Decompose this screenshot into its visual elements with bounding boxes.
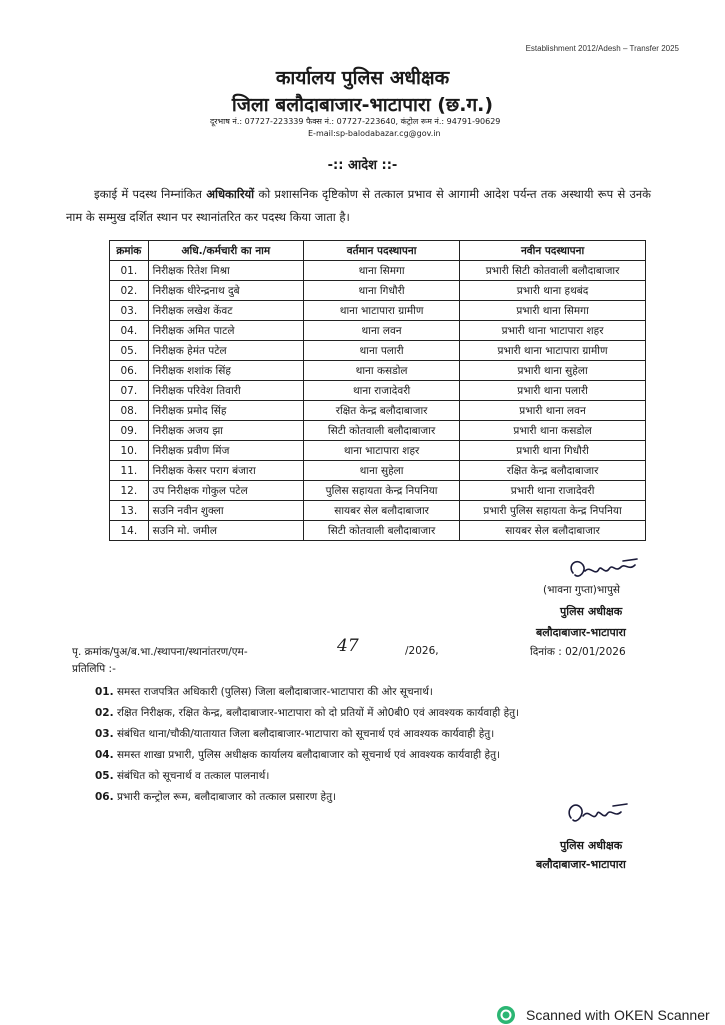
name-cell: उप निरीक्षक गोकुल पटेल <box>148 481 303 501</box>
current-posting-cell: पुलिस सहायता केन्द्र निपनिया <box>304 481 460 501</box>
table-row <box>110 461 646 481</box>
new-posting-cell: प्रभारी थाना गिधौरी <box>460 441 646 461</box>
table-header-row <box>110 241 646 261</box>
signatory-2-district: बलौदाबाजार-भाटापारा <box>536 858 626 871</box>
serial-cell: 01. <box>110 261 149 281</box>
signature-1-image <box>565 555 645 585</box>
name-cell: निरीक्षक प्रमोद सिंह <box>148 401 303 421</box>
email-line: E-mail:sp-balodabazar.cg@gov.in <box>308 129 441 138</box>
current-posting-cell: थाना लवन <box>304 321 460 341</box>
signatory-title: पुलिस अधीक्षक <box>560 605 623 618</box>
copy-item <box>95 788 519 809</box>
current-posting-cell: थाना भाटापारा ग्रामीण <box>304 301 460 321</box>
new-posting-cell: प्रभारी थाना लवन <box>460 401 646 421</box>
copy-item-text: रक्षित निरीक्षक, रक्षित केन्द्र, बलौदाबाजार-भाटापारा को दो प्रतियों में ओ0बी0 एवं आवश्यक कार्यवाही हेतु। <box>116 707 520 719</box>
current-posting-cell: थाना पलारी <box>304 341 460 361</box>
intro-bold: अधिकारियों <box>206 187 255 201</box>
copy-item-number: 05. <box>95 770 114 782</box>
name-cell: सउनि नवीन शुक्ला <box>148 501 303 521</box>
reference-prefix: पृ. क्रमांक/पुअ/ब.भा./स्थापना/स्थानांतरण/एम- <box>72 646 248 658</box>
contact-line: दूरभाष नं.: 07727-223339 फैक्स नं.: 07727-223640, कंट्रोल रूम नं.: 94791-90629 <box>210 117 501 126</box>
serial-cell: 11. <box>110 461 149 481</box>
new-posting-cell: प्रभारी थाना भाटापारा ग्रामीण <box>460 341 646 361</box>
district-title: जिला बलौदाबाजार-भाटापारा (छ.ग.) <box>231 94 494 116</box>
new-posting-cell: प्रभारी थाना हथबंद <box>460 281 646 301</box>
copy-item <box>95 725 519 746</box>
copy-item-number: 02. <box>95 707 114 719</box>
table-row <box>110 481 646 501</box>
serial-cell: 13. <box>110 501 149 521</box>
table-row <box>110 281 646 301</box>
name-cell: निरीक्षक धीरेन्द्रनाथ दुबे <box>148 281 303 301</box>
table-row <box>110 261 646 281</box>
new-posting-cell: प्रभारी थाना सुहेला <box>460 361 646 381</box>
new-posting-cell: प्रभारी सिटी कोतवाली बलौदाबाजार <box>460 261 646 281</box>
signatory-district: बलौदाबाजार-भाटापारा <box>536 626 626 639</box>
serial-cell: 14. <box>110 521 149 541</box>
table-row <box>110 521 646 541</box>
serial-cell: 07. <box>110 381 149 401</box>
new-posting-cell: प्रभारी पुलिस सहायता केन्द्र निपनिया <box>460 501 646 521</box>
establishment-ref: Establishment 2012/Adesh – Transfer 2025 <box>525 44 679 53</box>
copy-item <box>95 746 519 767</box>
current-posting-cell: सिटी कोतवाली बलौदाबाजार <box>304 521 460 541</box>
reference-date: दिनांक : 02/01/2026 <box>530 646 626 658</box>
header-current-posting: वर्तमान पदस्थापना <box>304 241 460 261</box>
reference-number: 47 <box>337 636 359 656</box>
current-posting-cell: थाना गिधौरी <box>304 281 460 301</box>
new-posting-cell: प्रभारी थाना भाटापारा शहर <box>460 321 646 341</box>
intro-paragraph <box>66 183 651 229</box>
new-posting-cell: प्रभारी थाना कसडोल <box>460 421 646 441</box>
serial-cell: 10. <box>110 441 149 461</box>
current-posting-cell: थाना राजादेवरी <box>304 381 460 401</box>
current-posting-cell: थाना सिमगा <box>304 261 460 281</box>
table-row <box>110 381 646 401</box>
current-posting-cell: थाना सुहेला <box>304 461 460 481</box>
name-cell: निरीक्षक शशांक सिंह <box>148 361 303 381</box>
name-cell: निरीक्षक परिवेश तिवारी <box>148 381 303 401</box>
table-row <box>110 441 646 461</box>
table-row <box>110 421 646 441</box>
name-cell: निरीक्षक लखेश केंवट <box>148 301 303 321</box>
copy-to-heading: प्रतिलिपि :- <box>72 663 116 675</box>
new-posting-cell: प्रभारी थाना राजादेवरी <box>460 481 646 501</box>
copy-item-number: 04. <box>95 749 114 761</box>
copy-item-number: 03. <box>95 728 114 740</box>
serial-cell: 02. <box>110 281 149 301</box>
name-cell: निरीक्षक अमित पाटले <box>148 321 303 341</box>
current-posting-cell: रक्षित केन्द्र बलौदाबाजार <box>304 401 460 421</box>
table-row <box>110 401 646 421</box>
current-posting-cell: थाना कसडोल <box>304 361 460 381</box>
name-cell: निरीक्षक प्रवीण मिंज <box>148 441 303 461</box>
table-row <box>110 501 646 521</box>
copy-to-list <box>95 683 519 809</box>
scanner-logo-icon <box>496 1005 516 1025</box>
signature-2-image <box>565 798 635 830</box>
new-posting-cell: रक्षित केन्द्र बलौदाबाजार <box>460 461 646 481</box>
serial-cell: 04. <box>110 321 149 341</box>
scanner-label: Scanned with OKEN Scanner <box>526 1007 710 1023</box>
order-title: -:: आदेश ::- <box>327 158 398 173</box>
copy-item <box>95 704 519 725</box>
name-cell: निरीक्षक केसर पराग बंजारा <box>148 461 303 481</box>
reference-year: /2026, <box>405 645 439 657</box>
serial-cell: 06. <box>110 361 149 381</box>
table-row <box>110 341 646 361</box>
table-row <box>110 301 646 321</box>
new-posting-cell: प्रभारी थाना सिमगा <box>460 301 646 321</box>
name-cell: सउनि मो. जमील <box>148 521 303 541</box>
name-cell: निरीक्षक अजय झा <box>148 421 303 441</box>
scanner-watermark <box>496 1005 710 1025</box>
intro-before: इकाई में पदस्थ निम्नांकित <box>94 187 207 201</box>
table-row <box>110 321 646 341</box>
signatory-name: (भावना गुप्ता)भापुसे <box>543 584 621 596</box>
copy-item <box>95 767 519 788</box>
header-name: अधि./कर्मचारी का नाम <box>148 241 303 261</box>
name-cell: निरीक्षक रितेश मिश्रा <box>148 261 303 281</box>
copy-item-text: संबंधित को सूचनार्थ व तत्काल पालनार्थ। <box>116 770 270 782</box>
current-posting-cell: थाना भाटापारा शहर <box>304 441 460 461</box>
copy-item-number: 01. <box>95 686 114 698</box>
table-row <box>110 361 646 381</box>
serial-cell: 03. <box>110 301 149 321</box>
name-cell: निरीक्षक हेमंत पटेल <box>148 341 303 361</box>
signatory-2-title: पुलिस अधीक्षक <box>560 839 623 852</box>
office-title: कार्यालय पुलिस अधीक्षक <box>275 67 450 89</box>
copy-item-text: प्रभारी कन्ट्रोल रूम, बलौदाबाजार को तत्काल प्रसारण हेतु। <box>116 791 337 803</box>
intro-after: को प्रशासनिक दृष्टिकोण से तत्काल प्रभाव से आगामी आदेश पर्यन्त तक अस्थायी रूप से उनके नाम के सम्मुख दर्शित स्थान पर स्थानांतरित कर पदस्थ किया जाता है। <box>66 187 651 224</box>
new-posting-cell: सायबर सेल बलौदाबाजार <box>460 521 646 541</box>
serial-cell: 05. <box>110 341 149 361</box>
table-body <box>110 261 646 541</box>
current-posting-cell: सायबर सेल बलौदाबाजार <box>304 501 460 521</box>
current-posting-cell: सिटी कोतवाली बलौदाबाजार <box>304 421 460 441</box>
serial-cell: 12. <box>110 481 149 501</box>
serial-cell: 09. <box>110 421 149 441</box>
copy-item-text: संबंधित थाना/चौकी/यातायात जिला बलौदाबाजार-भाटापारा को सूचनार्थ एवं आवश्यक कार्यवाही हेतु। <box>116 728 495 740</box>
new-posting-cell: प्रभारी थाना पलारी <box>460 381 646 401</box>
copy-item-text: समस्त राजपत्रित अधिकारी (पुलिस) जिला बलौदाबाजार-भाटापारा की ओर सूचनार्थ। <box>116 686 433 698</box>
serial-cell: 08. <box>110 401 149 421</box>
copy-item-text: समस्त शाखा प्रभारी, पुलिस अधीक्षक कार्यालय बलौदाबाजार को सूचनार्थ एवं आवश्यक कार्यवाही हेतु। <box>116 749 501 761</box>
copy-item <box>95 683 519 704</box>
copy-item-number: 06. <box>95 791 114 803</box>
transfer-table <box>109 240 646 541</box>
header-new-posting: नवीन पदस्थापना <box>460 241 646 261</box>
header-serial: क्रमांक <box>110 241 149 261</box>
